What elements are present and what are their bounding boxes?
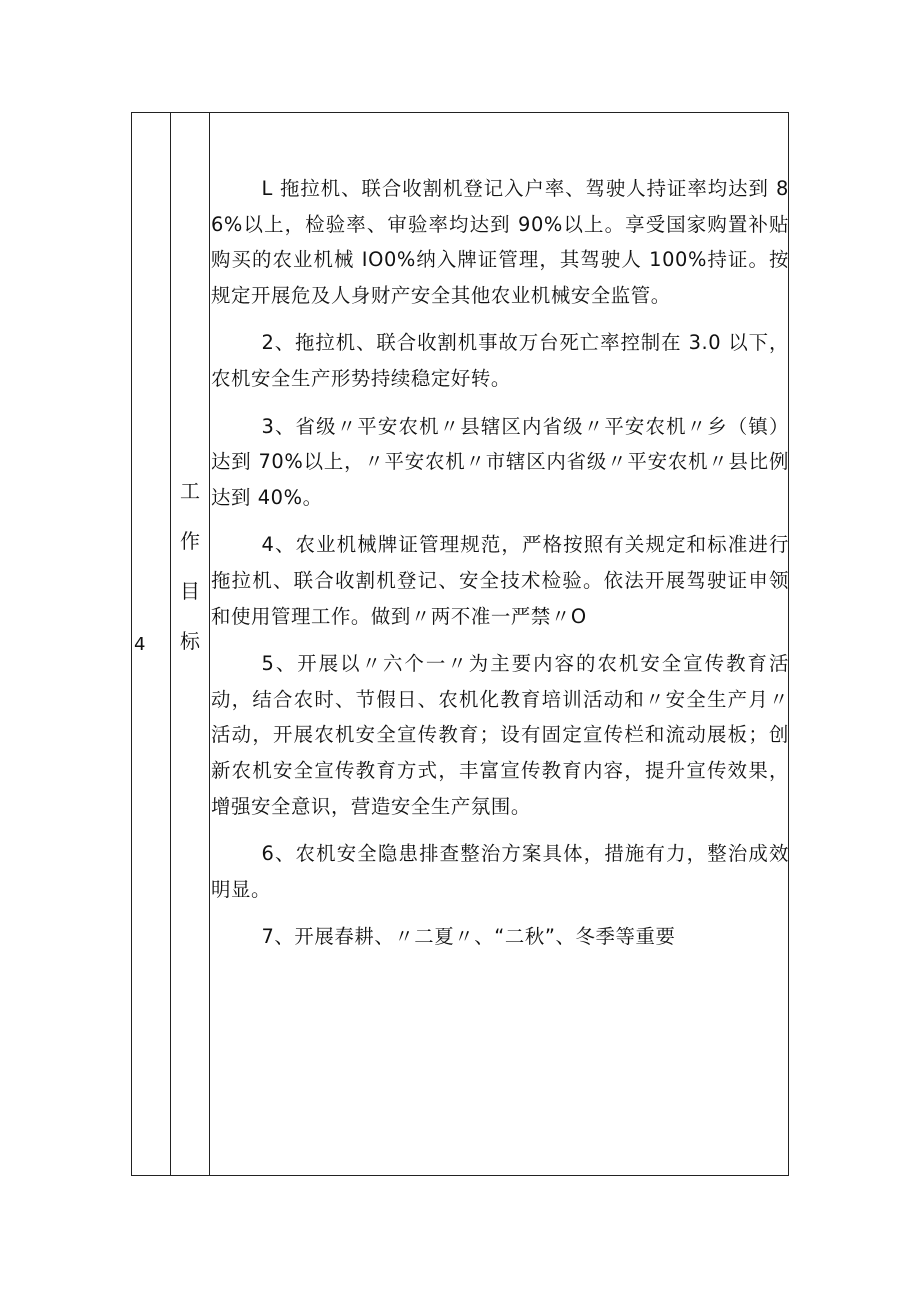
category-char-3: 目: [180, 579, 200, 603]
category-char-2: 作: [180, 529, 200, 553]
goal-paragraph-1: L 拖拉机、联合收割机登记入户率、驾驶人持证率均达到 86%以上，检验率、审验率均达到 90%以上。享受国家购置补贴购买的农业机械 IO0%纳入牌证管理，其驾驶人 100%持证。按规定开展危及人身财产安全其他农业机械安全监管。: [211, 177, 789, 307]
document-table: [131, 112, 789, 1176]
goal-paragraph-5: 5、开展以〃六个一〃为主要内容的农机安全宣传教育活动，结合农时、节假日、农机化教育培训活动和〃安全生产月〃活动，开展农机安全宣传教育；设有固定宣传栏和流动展板；创新农机安全宣传教育方式，丰富宣传教育内容，提升宣传效果，增强安全意识，营造安全生产氛围。: [211, 652, 789, 818]
column-divider-2: [209, 113, 210, 1175]
category-label: [171, 479, 209, 679]
goal-paragraph-6: 6、农机安全隐患排查整治方案具体，措施有力，整治成效明显。: [211, 842, 789, 901]
goal-paragraph-3: 3、省级〃平安农机〃县辖区内省级〃平安农机〃乡（镇）达到 70%以上，〃平安农机〃市辖区内省级〃平安农机〃县比例达到 40%。: [211, 414, 789, 509]
goal-paragraph-4: 4、农业机械牌证管理规范，严格按照有关规定和标准进行拖拉机、联合收割机登记、安全技术检验。依法开展驾驶证申领和使用管理工作。做到〃两不准一严禁〃O: [211, 533, 789, 628]
category-char-4: 标: [180, 629, 200, 653]
category-char-1: 工: [180, 479, 200, 503]
goal-content: [211, 171, 789, 967]
goal-paragraph-2: 2、拖拉机、联合收割机事故万台死亡率控制在 3.0 以下，农机安全生产形势持续稳定好转。: [211, 331, 789, 390]
goal-paragraph-7: 7、开展春耕、〃二夏〃、“二秋”、冬季等重要: [261, 925, 676, 949]
row-number: 4: [134, 634, 146, 655]
